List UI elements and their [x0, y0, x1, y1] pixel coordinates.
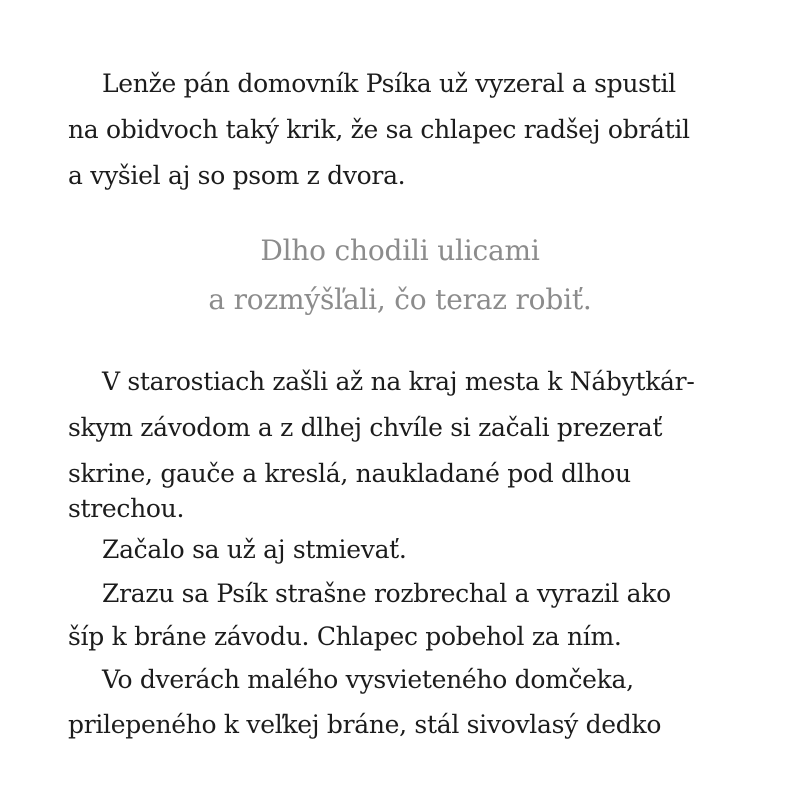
- text-line: Zrazu sa Psík strašne rozbrechal a vyrazil ako: [102, 579, 671, 608]
- text-line: a vyšiel aj so psom z dvora.: [68, 161, 406, 190]
- text-line: šíp k bráne závodu. Chlapec pobehol za ním.: [68, 622, 622, 651]
- text-line: strechou.: [68, 494, 185, 523]
- text-line: V starostiach zašli až na kraj mesta k Nábytkár-: [102, 367, 695, 396]
- heading-line: Dlho chodili ulicami: [260, 234, 540, 267]
- text-line: prilepeného k veľkej bráne, stál sivovlasý dedko: [68, 710, 662, 739]
- text-line: skrine, gauče a kreslá, naukladané pod dlhou: [68, 459, 631, 488]
- text-line: na obidvoch taký krik, že sa chlapec radšej obrátil: [68, 115, 690, 144]
- text-line: Začalo sa už aj stmievať.: [102, 535, 407, 564]
- text-line: Vo dverách malého vysvieteného domčeka,: [102, 665, 634, 694]
- text-line: skym závodom a z dlhej chvíle si začali prezerať: [68, 413, 663, 442]
- heading-line: a rozmýšľali, čo teraz robiť.: [208, 283, 592, 316]
- text-line: Lenže pán domovník Psíka už vyzeral a spustil: [102, 69, 676, 98]
